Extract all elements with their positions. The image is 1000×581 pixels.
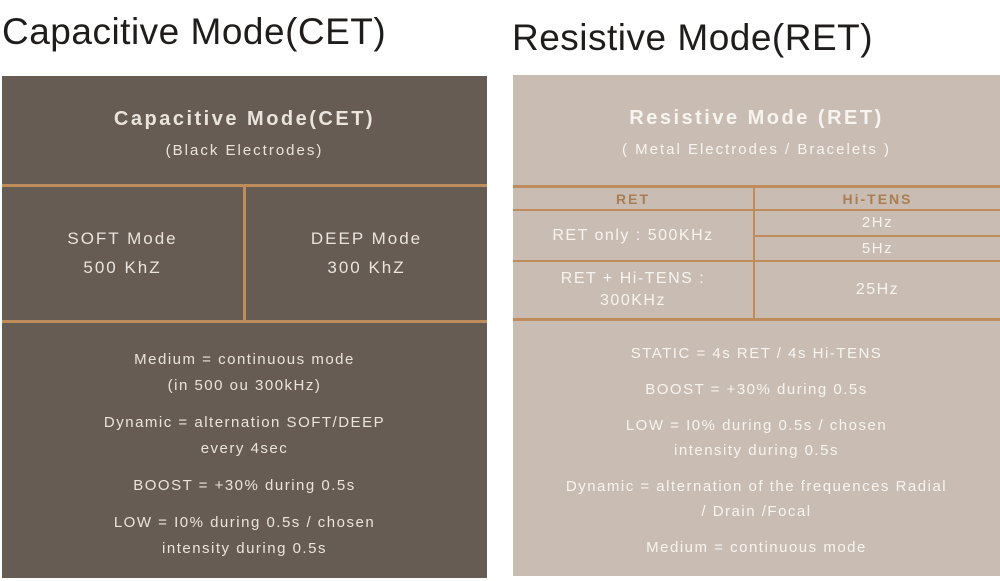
deep-mode-cell xyxy=(243,187,487,320)
note-line: Medium = continuous mode xyxy=(134,351,355,368)
note-group-boost xyxy=(133,473,356,499)
note-line: BOOST = +30% during 0.5s xyxy=(645,381,868,398)
ret-hitens-cell xyxy=(513,262,755,318)
capacitive-panel-subtitle: (Black Electrodes) xyxy=(165,141,324,159)
capacitive-panel-title: Capacitive Mode(CET) xyxy=(113,107,376,130)
note-line: Medium = continuous mode xyxy=(646,539,867,556)
note-line: Dynamic = alternation of the frequences Radial xyxy=(565,478,948,495)
resistive-panel-header xyxy=(513,75,1000,185)
table-row-ret-only xyxy=(513,211,1000,262)
note-line: BOOST = +30% during 0.5s xyxy=(133,477,356,494)
soft-mode-cell xyxy=(2,187,243,320)
ret-only-cell: RET only : 500KHz xyxy=(513,211,755,260)
deep-mode-name: DEEP Mode xyxy=(310,229,423,248)
note-line: STATIC = 4s RET / 4s Hi-TENS xyxy=(630,345,883,362)
page-title-resistive: Resistive Mode(RET) xyxy=(512,17,874,58)
note-group-dynamic xyxy=(104,410,385,462)
page-title-capacitive: Capacitive Mode(CET) xyxy=(2,11,387,52)
soft-mode-frequency: 500 KhZ xyxy=(83,258,162,277)
hitens-column-header: Hi-TENS xyxy=(842,190,913,207)
capacitive-panel xyxy=(2,76,487,578)
deep-mode-frequency: 300 KhZ xyxy=(327,258,406,277)
hitens-2hz-cell: 2Hz xyxy=(861,214,894,232)
ret-column-header: RET xyxy=(513,188,755,209)
ret-hitens-line2: 300KHz xyxy=(600,292,666,309)
resistive-panel xyxy=(513,75,1000,576)
hitens-5hz-cell: 5Hz xyxy=(755,235,1000,261)
table-header-row xyxy=(513,188,1000,211)
note-group-medium xyxy=(134,347,355,399)
note-line: LOW = I0% during 0.5s / chosen xyxy=(113,514,376,531)
note-group-dynamic xyxy=(566,474,947,524)
capacitive-notes-section xyxy=(2,323,487,578)
note-line: intensity during 0.5s xyxy=(162,540,327,557)
note-line: every 4sec xyxy=(200,440,289,457)
capacitive-panel-header xyxy=(2,76,487,184)
table-row-ret-hitens xyxy=(513,262,1000,318)
ret-frequency-table xyxy=(513,185,1000,321)
note-line: / Drain /Focal xyxy=(701,503,812,520)
soft-mode-name: SOFT Mode xyxy=(67,229,178,248)
hitens-frequencies-cell xyxy=(755,211,1000,260)
note-line: (in 500 ou 300kHz) xyxy=(167,377,322,394)
note-line: Dynamic = alternation SOFT/DEEP xyxy=(103,414,386,431)
note-group-low xyxy=(114,510,375,562)
resistive-notes-section xyxy=(513,321,1000,576)
note-group-low xyxy=(626,413,887,463)
capacitive-modes-section xyxy=(2,187,487,320)
ret-hitens-line1: RET + Hi-TENS : xyxy=(560,270,706,287)
note-group-medium xyxy=(646,535,867,560)
resistive-panel-title: Resistive Mode (RET) xyxy=(629,106,884,129)
note-group-boost xyxy=(645,377,868,402)
note-line: LOW = I0% during 0.5s / chosen xyxy=(625,417,888,434)
note-group-static xyxy=(631,341,883,366)
note-line: intensity during 0.5s xyxy=(674,442,839,459)
resistive-panel-subtitle: ( Metal Electrodes / Bracelets ) xyxy=(621,140,892,158)
hitens-25hz-cell: 25Hz xyxy=(855,281,900,298)
